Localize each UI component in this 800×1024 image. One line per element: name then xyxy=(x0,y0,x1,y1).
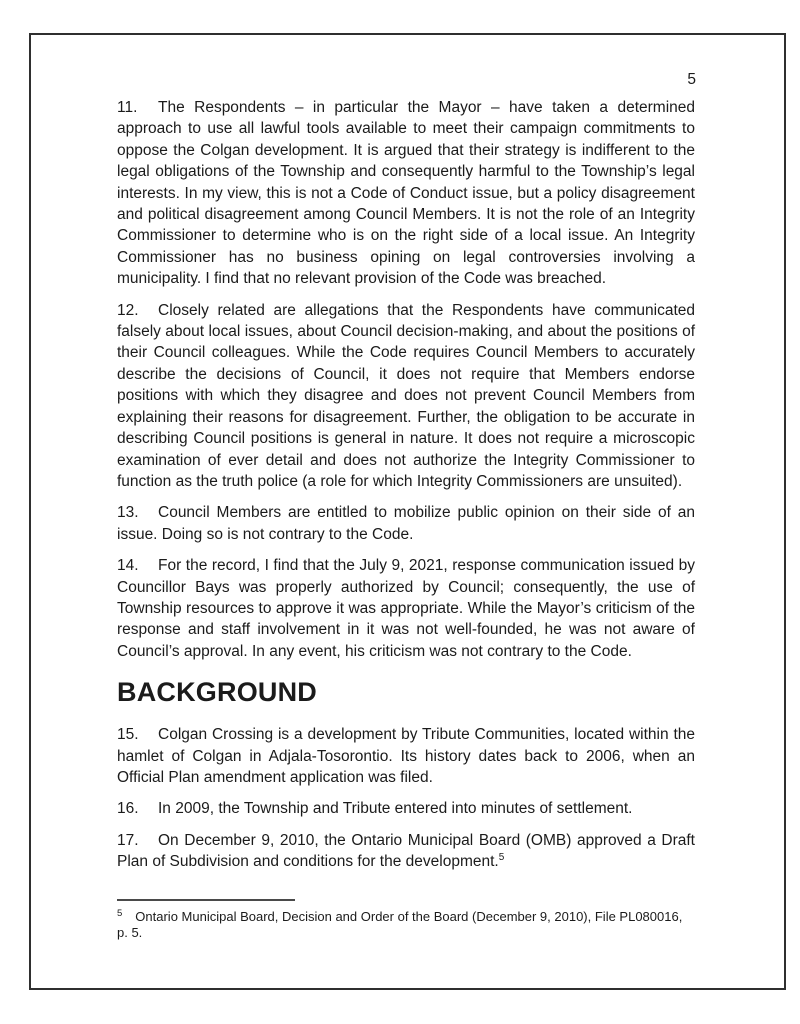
section-heading-background: BACKGROUND xyxy=(117,677,317,708)
footnote-marker: 5 xyxy=(117,907,123,919)
paragraph-16 xyxy=(117,798,695,819)
paragraph-15-text: Colgan Crossing is a development by Tribute Communities, located within the hamlet of Colgan in Adjala-Tosorontio. Its history dates back to 2006, when an Official Plan amendment application was filed. xyxy=(117,726,695,786)
paragraph-14 xyxy=(117,555,695,662)
paragraph-12-number: 12. xyxy=(117,301,139,319)
paragraph-13-text: Council Members are entitled to mobilize public opinion on their side of an issue. Doing so is not contrary to the Code. xyxy=(117,504,695,543)
paragraph-11-text: The Respondents – in particular the Mayor – have taken a determined approach to use all lawful tools available to meet their campaign commitments to oppose the Colgan development. It is argued that their strategy is indifferent to the legal obligations of the Township and consequently harmful to the Township’s legal interests. In my view, this is not a Code of Conduct issue, but a policy disagreement and political disagreement among Council Members. It is not the role of an Integrity Commissioner to determine who is on the right side of a local issue. An Integrity Commissioner has no business opining on legal controversies involving a municipality. I find that no relevant provision of the Code was breached. xyxy=(117,99,695,288)
footnote-5 xyxy=(117,909,695,941)
document-body xyxy=(117,97,695,883)
paragraph-11 xyxy=(117,97,695,290)
paragraph-11-number: 11. xyxy=(117,99,138,116)
paragraph-15-number: 15. xyxy=(117,726,139,744)
paragraph-17-number: 17. xyxy=(117,831,139,849)
footnote-text: Ontario Municipal Board, Decision and Order of the Board (December 9, 2010), File PL080016, p. 5. xyxy=(117,909,683,940)
paragraph-17 xyxy=(117,830,695,873)
page-number: 5 xyxy=(687,71,696,88)
footnote-area xyxy=(117,899,695,941)
paragraph-17-text: On December 9, 2010, the Ontario Municipal Board (OMB) approved a Draft Plan of Subdivision and conditions for the development. xyxy=(117,831,695,871)
paragraph-13-number: 13. xyxy=(117,504,139,522)
footnote-reference-5: 5 xyxy=(498,852,505,864)
paragraph-14-number: 14. xyxy=(117,557,139,575)
paragraph-12 xyxy=(117,300,695,493)
footnote-separator xyxy=(117,899,295,901)
paragraph-14-text: For the record, I find that the July 9, 2021, response communication issued by Councillor Bays was properly authorized by Council; consequently, the use of Township resources to approve it was appropriate. While the Mayor’s criticism of the response and staff involvement in it was not well-founded, he was not aware of Council’s approval. In any event, his criticism was not contrary to the Code. xyxy=(117,557,695,660)
paragraph-13 xyxy=(117,502,695,545)
paragraph-15 xyxy=(117,724,695,788)
paragraph-12-text: Closely related are allegations that the Respondents have communicated falsely about local issues, about Council decision-making, and about the positions of their Council colleagues. While the Code requires Council Members to accurately describe the decisions of Council, it does not require that Members endorse positions with which they disagree and does not prevent Council Members from explaining their reasons for disagreement. Further, the obligation to be accurate in describing Council positions is general in nature. It does not require a microscopic examination of ever detail and does not authorize the Integrity Commissioner to function as the truth police (a role for which Integrity Commissioners are unsuited). xyxy=(117,301,695,490)
paragraph-16-number: 16. xyxy=(117,800,139,818)
paragraph-16-text: In 2009, the Township and Tribute entered into minutes of settlement. xyxy=(158,800,633,818)
